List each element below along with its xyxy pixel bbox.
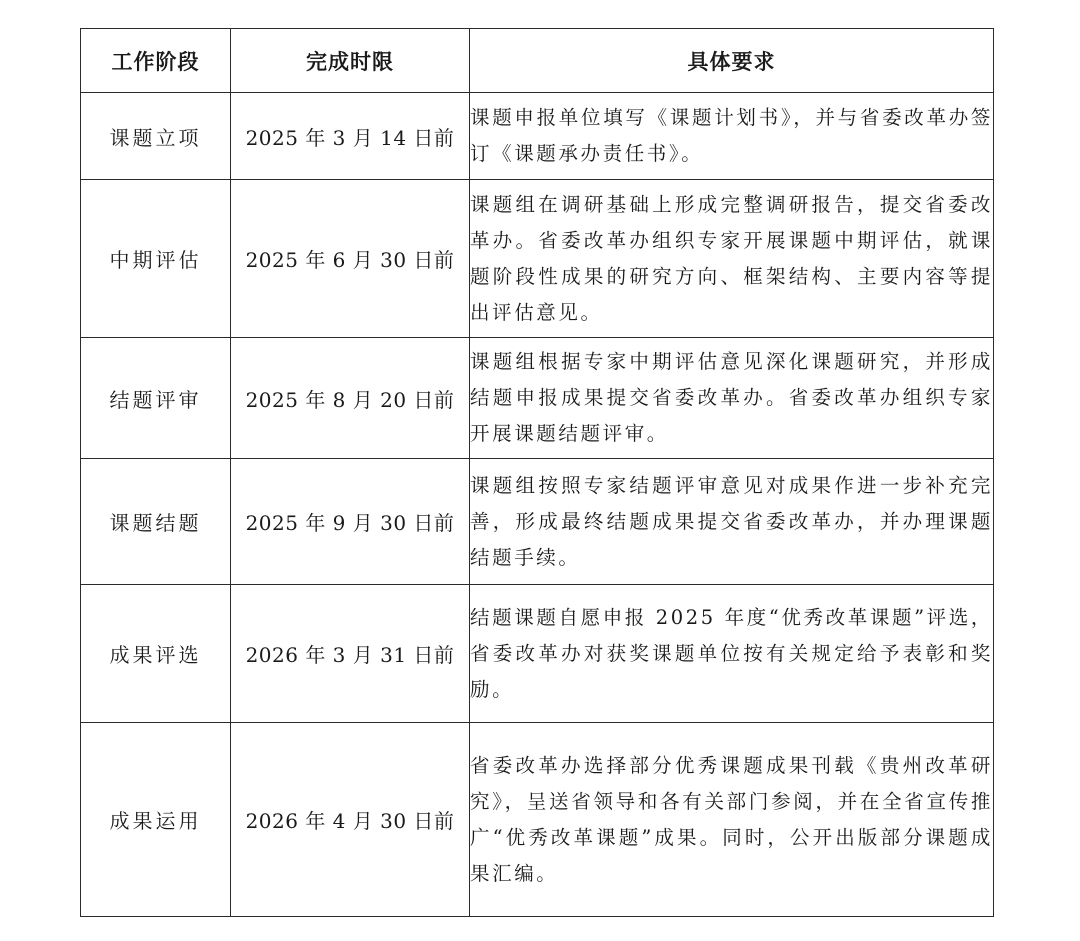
stage-cell: 成果评选	[81, 585, 231, 723]
requirements-cell: 课题组根据专家中期评估意见深化课题研究，并形成结题申报成果提交省委改革办。省委改革办组织专家开展课题结题评审。	[470, 338, 994, 459]
table-row	[81, 585, 994, 723]
deadline-cell: 2025 年 8 月 20 日前	[231, 338, 470, 459]
stage-cell: 课题立项	[81, 93, 231, 180]
requirements-cell: 省委改革办选择部分优秀课题成果刊载《贵州改革研究》，呈送省领导和各有关部门参阅，并在全省宣传推广“优秀改革课题”成果。同时，公开出版部分课题成果汇编。	[470, 723, 994, 917]
header-requirements: 具体要求	[470, 29, 994, 93]
stage-cell: 中期评估	[81, 180, 231, 338]
table-header-row	[81, 29, 994, 93]
header-deadline: 完成时限	[231, 29, 470, 93]
stage-cell: 结题评审	[81, 338, 231, 459]
deadline-cell: 2026 年 4 月 30 日前	[231, 723, 470, 917]
deadline-cell: 2026 年 3 月 31 日前	[231, 585, 470, 723]
table-row	[81, 723, 994, 917]
stage-cell: 课题结题	[81, 459, 231, 585]
requirements-cell: 结题课题自愿申报 2025 年度“优秀改革课题”评选，省委改革办对获奖课题单位按有关规定给予表彰和奖励。	[470, 585, 994, 723]
table-row	[81, 180, 994, 338]
deadline-cell: 2025 年 9 月 30 日前	[231, 459, 470, 585]
deadline-cell: 2025 年 3 月 14 日前	[231, 93, 470, 180]
table-row	[81, 93, 994, 180]
table-row	[81, 459, 994, 585]
requirements-cell: 课题组在调研基础上形成完整调研报告，提交省委改革办。省委改革办组织专家开展课题中期评估，就课题阶段性成果的研究方向、框架结构、主要内容等提出评估意见。	[470, 180, 994, 338]
header-stage: 工作阶段	[81, 29, 231, 93]
table-row	[81, 338, 994, 459]
requirements-cell: 课题申报单位填写《课题计划书》，并与省委改革办签订《课题承办责任书》。	[470, 93, 994, 180]
requirements-cell: 课题组按照专家结题评审意见对成果作进一步补充完善，形成最终结题成果提交省委改革办，并办理课题结题手续。	[470, 459, 994, 585]
deadline-cell: 2025 年 6 月 30 日前	[231, 180, 470, 338]
stage-cell: 成果运用	[81, 723, 231, 917]
work-schedule-table	[80, 28, 994, 917]
